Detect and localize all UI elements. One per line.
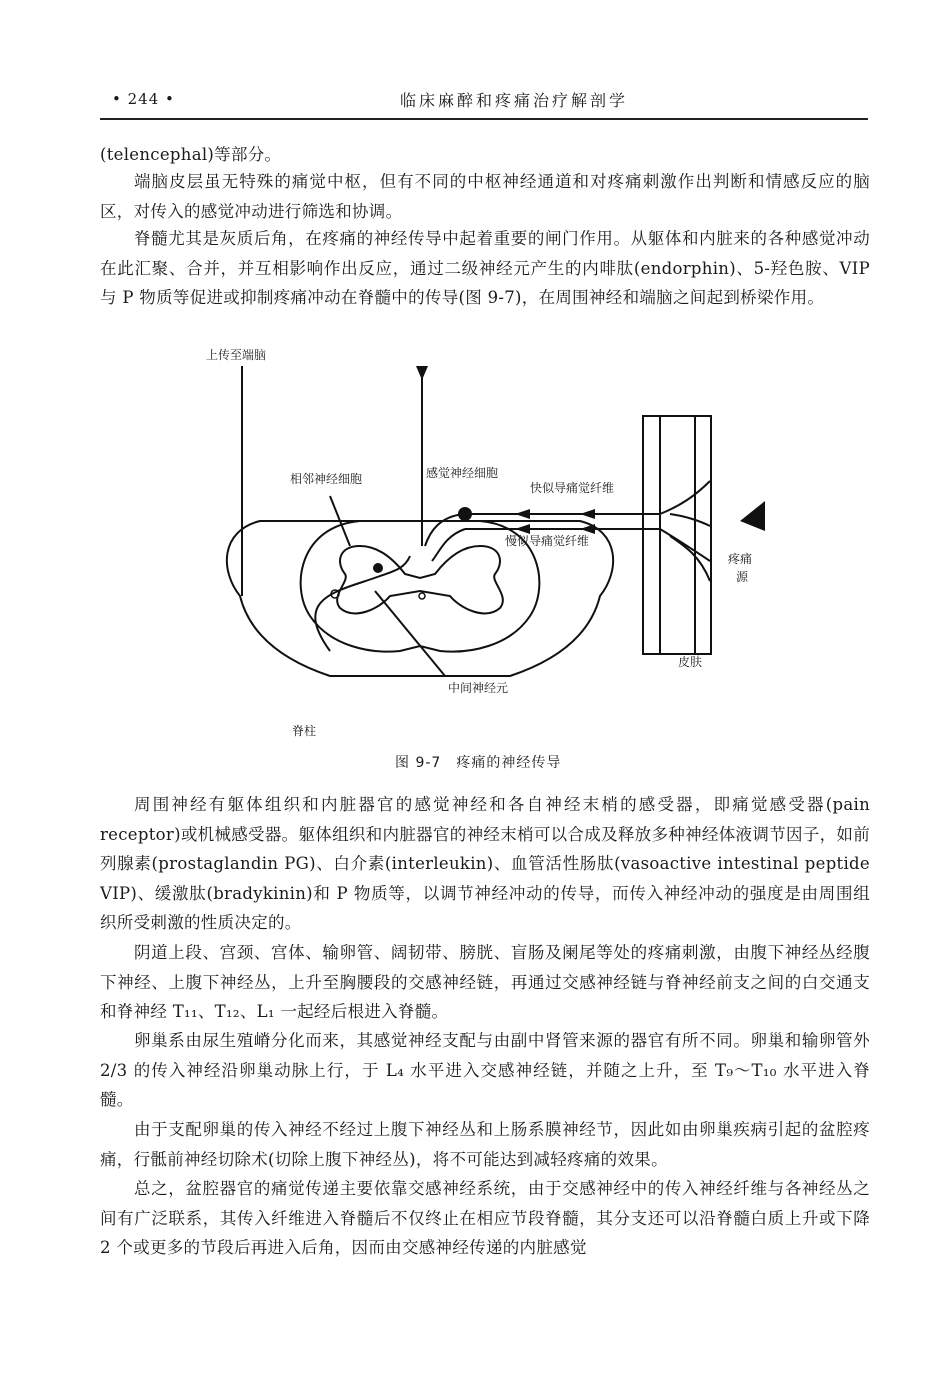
page-header — [100, 88, 868, 120]
paragraph-peripheral-nerves: 周围神经有躯体组织和内脏器官的感觉神经和各自神经末梢的感受器，即痛觉感受器(pain receptor)或机械感受器。躯体组织和内脏器官的神经末梢可以合成及释放多种神经体液调节因子，如前列腺素(prostaglandin PG)、白介素(interleukin)、血管活性肠肽(vasoactive intestinal peptide VIP)、缓激肽(bradykinin)和 P 物质等，以调节神经冲动的传导，而传入神经冲动的强度是由周围组织所受刺激的性质决定的。 — [100, 795, 870, 933]
paragraph-ovary: 卵巢系由尿生殖嵴分化而来，其感觉神经支配与由副中肾管来源的器官有所不同。卵巢和输卵管外 2/3 的传入神经沿卵巢动脉上行，于 L₄ 水平进入交感神经链，并随之上升，至 T₉～T₁₀ 水平进入脊髓。 — [100, 1031, 870, 1110]
running-title: 临床麻醉和疼痛治疗解剖学 — [400, 91, 629, 110]
interneuron-body — [373, 563, 383, 573]
label-pain-source-1: 疼痛 — [728, 552, 753, 566]
pain-source-triangle — [740, 501, 765, 531]
ascending-fiber-inner — [315, 556, 410, 651]
sensory-neuron-body — [458, 507, 472, 521]
grey-matter — [337, 546, 503, 613]
label-pain-source-2: 源 — [736, 570, 749, 584]
figure-caption: 图 9-7 疼痛的神经传导 — [395, 755, 562, 771]
down-arrowhead — [416, 366, 428, 380]
label-slow-fiber: 慢似导痛觉纤维 — [505, 534, 590, 548]
label-interneuron: 中间神经元 — [448, 681, 509, 695]
fiber-into-cord-2 — [432, 529, 465, 561]
label-up-to-brain: 上传至端脑 — [206, 348, 267, 362]
label-spine: 脊柱 — [292, 724, 317, 738]
interneuron-pointer — [375, 591, 445, 676]
spinal-cord-outline — [301, 521, 540, 652]
arrow-left-1 — [515, 509, 530, 519]
figure-pain-conduction — [200, 346, 780, 746]
label-adjacent-neuron: 相邻神经细胞 — [290, 472, 363, 486]
paragraph-summary: 总之，盆腔器官的痛觉传递主要依靠交感神经系统，由于交感神经中的传入神经纤维与各神经丛之间有广泛联系，其传入纤维进入脊髓后不仅终止在相应节段脊髓，其分支还可以沿脊髓白质上升或下降 2 个或更多的节段后再进入后角，因而由交感神经传递的内脏感觉 — [100, 1179, 870, 1258]
arrow-left-2 — [580, 509, 595, 519]
paragraph-continued: (telencephal)等部分。 — [100, 145, 282, 164]
paragraph-telencephalon: 端脑皮层虽无特殊的痛觉中枢，但有不同的中枢神经通道和对疼痛刺激作出判断和情感反应的脑区，对传入的感觉冲动进行筛选和协调。 — [100, 172, 870, 221]
label-skin: 皮肤 — [678, 655, 703, 669]
paragraph-pelvic-pain: 阴道上段、宫颈、宫体、输卵管、阔韧带、膀胱、盲肠及阑尾等处的疼痛刺激，由腹下神经丛经腹下神经、上腹下神经丛，上升至胸腰段的交感神经链，再通过交感神经链与脊神经前支之间的白交通支和脊神经 T₁₁、T₁₂、L₁ 一起经后根进入脊髓。 — [100, 943, 870, 1022]
label-fast-fiber: 快似导痛觉纤维 — [530, 481, 615, 495]
skin-block — [643, 416, 711, 654]
paragraph-spinal-cord: 脊髓尤其是灰质后角，在疼痛的神经传导中起着重要的闸门作用。从躯体和内脏来的各种感觉冲动在此汇聚、合并，并互相影响作出反应，通过二级神经元产生的内啡肽(endorphin)、5-羟色胺、VIP 与 P 物质等促进或抑制疼痛冲动在脊髓中的传导(图 9-7)，在周围神经和端脑之间起到桥梁作用。 — [100, 229, 870, 308]
paragraph-presacral: 由于支配卵巢的传入神经不经过上腹下神经丛和上肠系膜神经节，因此如由卵巢疾病引起的盆腔疼痛，行骶前神经切除术(切除上腹下神经丛)，将不可能达到减轻疼痛的效果。 — [100, 1120, 870, 1169]
page-number: • 244 • — [112, 90, 175, 108]
label-sensory-neuron: 感觉神经细胞 — [426, 466, 499, 480]
